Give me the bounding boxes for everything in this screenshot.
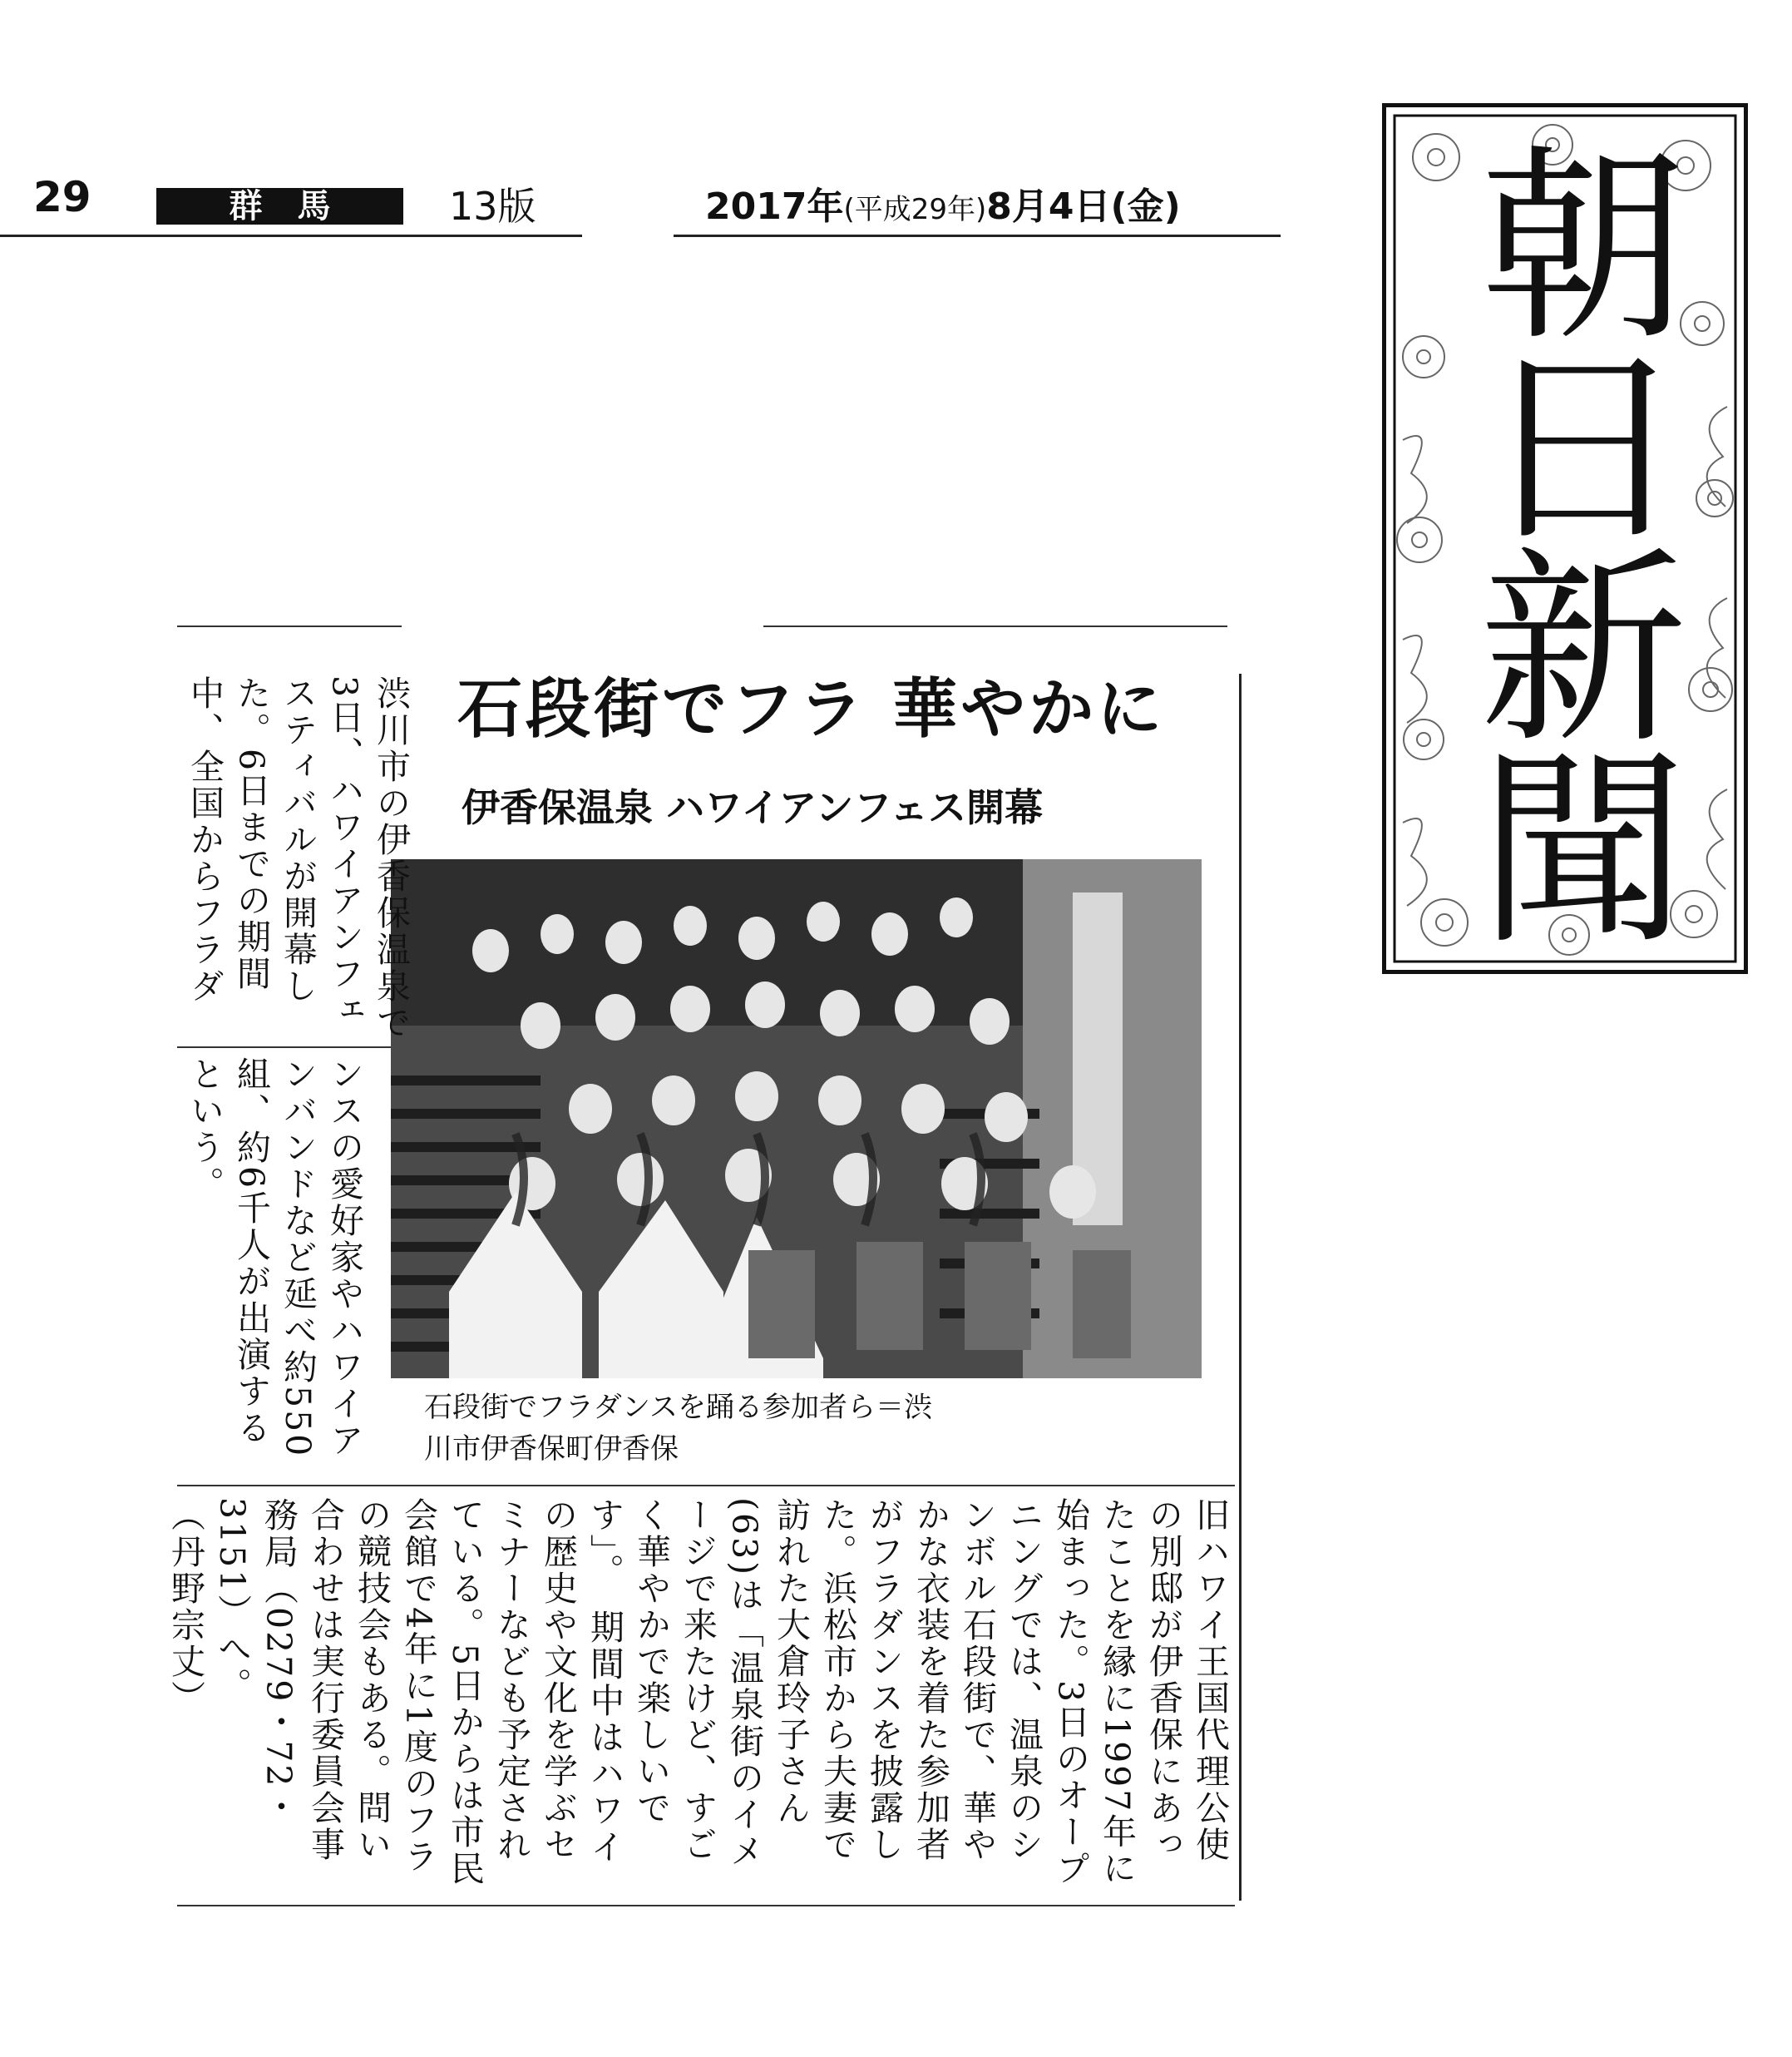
hula-dancers-photo bbox=[391, 859, 1202, 1378]
article-vertical-rule bbox=[1239, 674, 1242, 1901]
prefecture-label: 群馬 bbox=[156, 188, 403, 225]
photo-caption: 石段街でフラダンスを踊る参加者ら＝渋川市伊香保町伊香保 bbox=[424, 1391, 932, 1466]
masthead-logo bbox=[1382, 103, 1748, 974]
page-number: 29 bbox=[33, 173, 91, 221]
article-rule-top-right bbox=[763, 626, 1227, 627]
header-rule-left bbox=[0, 235, 582, 237]
article-photo bbox=[391, 859, 1202, 1378]
article-rule-top-left bbox=[177, 626, 402, 627]
article-paragraph-lead: 渋川市の伊香保温泉で3日、ハワイアンフェスティバルが開幕した。6日までの期間中、全国からフラダ bbox=[185, 675, 411, 1041]
date-day: 8月4日(金) bbox=[986, 185, 1181, 228]
article-byline: （丹野宗丈） bbox=[165, 1497, 205, 1717]
article-main-text: 旧ハワイ王国代理公使の別邸が伊香保にあったことを縁に1997年に始まった。3日のオープニングでは、温泉のシンボル石段街で、華やかな衣装を着た参加者がフラダンスを披露した。浜松市から夫妻で訪れた大倉玲子さん(63)は「温泉街のイメージで来たけど、すごく華やかで楽しいです」。 期間中はハワイの歴史や文化を学ぶセミナーなども予定されている。5日からは市民会館で4年に1度のフラの競技会もある。問い合わせは実行委員会事務局（0279・72・3151）へ。 bbox=[212, 1497, 1230, 1888]
issue-date bbox=[705, 176, 1181, 230]
article-rule-lower bbox=[177, 1485, 1235, 1486]
article-paragraph-main bbox=[165, 1497, 1233, 1896]
article-subheadline: 伊香保温泉 ハワイアンフェス開幕 bbox=[462, 785, 1044, 830]
article-rule-bottom bbox=[177, 1905, 1235, 1906]
article-paragraph-lead-cont: ンスの愛好家やハワイアンバンドなど延べ約550組、約6千人が出演するという。 bbox=[185, 1056, 364, 1459]
masthead-title: 朝日新聞 bbox=[1444, 136, 1686, 942]
date-year: 2017年 bbox=[705, 185, 844, 228]
date-era: (平成29年) bbox=[843, 193, 987, 226]
header-rule-right bbox=[674, 235, 1281, 237]
edition-label: 13版 bbox=[449, 184, 536, 229]
article-rule-middle bbox=[177, 1046, 397, 1048]
article-headline: 石段街でフラ 華やかに bbox=[457, 671, 1166, 747]
